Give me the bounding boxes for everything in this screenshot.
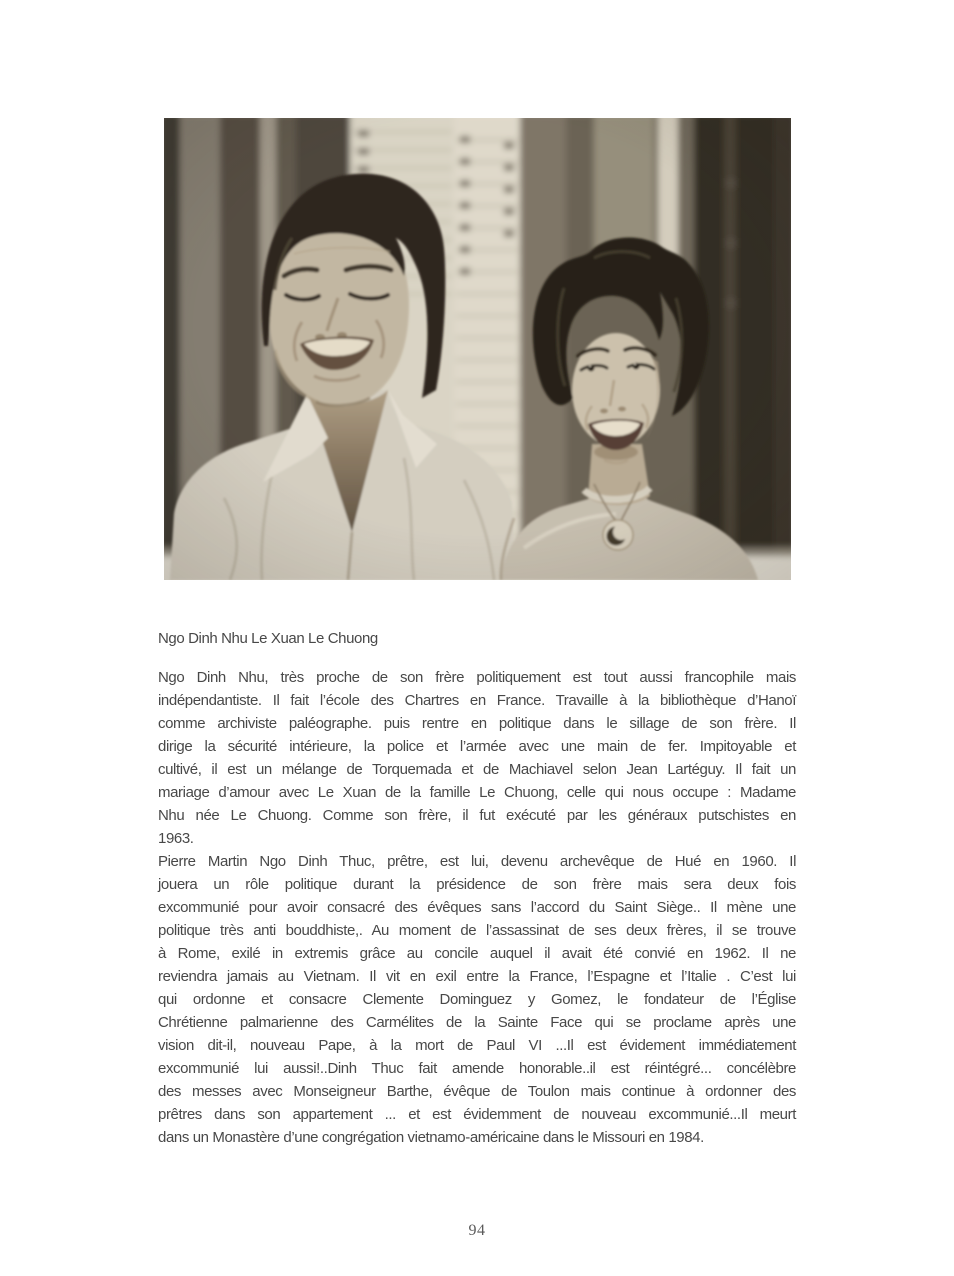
text-line: Nhu née Le Chuong. Comme son frère, il fut exécuté par les généraux putschistes en <box>158 807 796 824</box>
page-number: 94 <box>468 1222 486 1239</box>
text-line: comme archiviste paléographe. puis rentre en politique dans le sillage de son frère. Il <box>158 715 796 732</box>
paragraph-ngo-dinh-thuc <box>158 850 796 1149</box>
text-line: 1963. <box>158 830 194 847</box>
text-line: dans un Monastère d’une congrégation vietnamo-américaine dans le Missouri en 1984. <box>158 1129 704 1146</box>
text-line: excommunié lui aussi!..Dinh Thuc fait amende honorable..il est réintégré... concélèbre <box>158 1060 796 1077</box>
text-line: indépendantiste. Il fait l’école des Chartres en France. Travaille à la bibliothèque d’Hanoï <box>158 692 796 709</box>
photo-ngo-dinh-nhu-couple <box>164 118 791 580</box>
text-line: qui ordonne et consacre Clemente Dominguez y Gomez, le fondateur de l’Église <box>158 991 796 1008</box>
text-line: jouera un rôle politique durant la présidence de son frère mais sera deux fois <box>158 876 796 893</box>
photo-caption: Ngo Dinh Nhu Le Xuan Le Chuong <box>158 630 378 647</box>
text-line: Chrétienne palmarienne des Carmélites de la Sainte Face qui se proclame après une <box>158 1014 796 1031</box>
text-line: dirige la sécurité intérieure, la police et l’armée avec une main de fer. Impitoyable et <box>158 738 796 755</box>
paragraph-ngo-dinh-nhu <box>158 666 796 850</box>
text-line: reviendra jamais au Vietnam. Il vit en exil entre la France, l’Espagne et l’Italie . C’est lui <box>158 968 796 985</box>
text-line: politique très anti bouddhiste,. Au moment de l’assassinat de ses deux frères, il se trouve <box>158 922 796 939</box>
text-line: excommunié pour avoir consacré des évêques sans l’accord du Saint Siège.. Il mène une <box>158 899 796 916</box>
photo-illustration <box>164 118 791 580</box>
text-line: des messes avec Monseigneur Barthe, évêque de Toulon mais continue à ordonner des <box>158 1083 796 1100</box>
text-line: Ngo Dinh Nhu, très proche de son frère politiquement est tout aussi francophile mais <box>158 669 796 686</box>
text-line: Pierre Martin Ngo Dinh Thuc, prêtre, est lui, devenu archevêque de Hué en 1960. Il <box>158 853 796 870</box>
text-line: cultivé, il est un mélange de Torquemada et de Machiavel selon Jean Lartéguy. Il fait un <box>158 761 796 778</box>
body-text <box>158 666 796 1149</box>
text-line: mariage d’amour avec Le Xuan de la famille Le Chuong, celle qui nous occupe : Madame <box>158 784 796 801</box>
text-line: à Rome, exilé in extremis grâce au concile auquel il avait été convié en 1962. Il ne <box>158 945 796 962</box>
text-line: vision dit-il, nouveau Pape, à la mort de Paul VI ...Il est évidement immédiatement <box>158 1037 796 1054</box>
text-line: prêtres dans son appartement ... et est évidemment de nouveau excommunié...Il meurt <box>158 1106 796 1123</box>
